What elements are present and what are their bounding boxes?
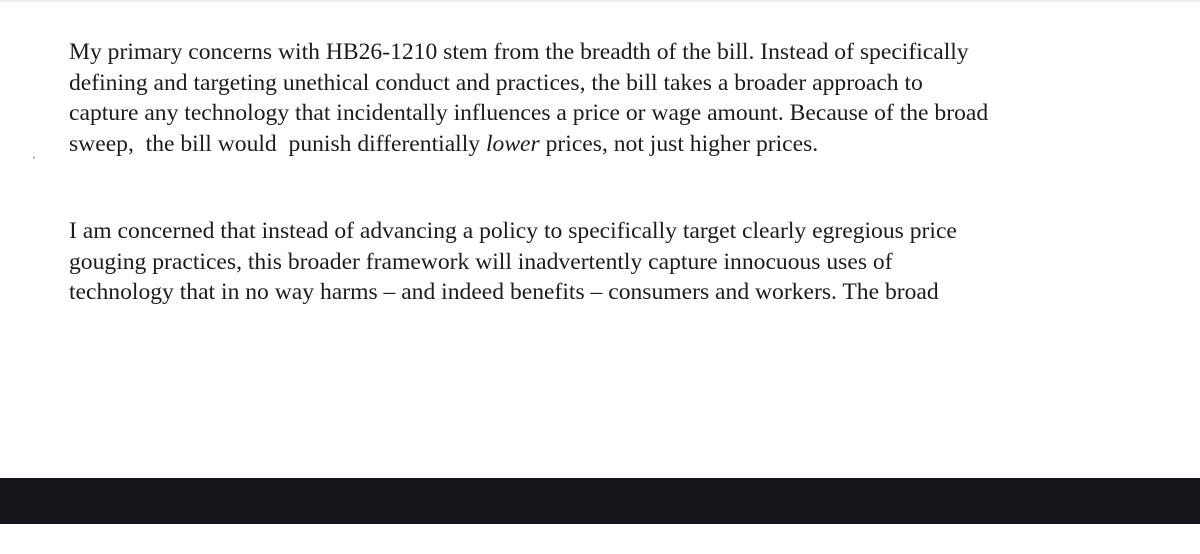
text-line: gouging practices, this broader framework will inadvertently capture innocuous uses of <box>69 248 893 275</box>
paragraph-concerns <box>69 37 1169 159</box>
paragraph-framework <box>69 216 1169 308</box>
text-segment: sweep, the bill would punish differentially <box>69 130 486 157</box>
text-line <box>69 129 1169 160</box>
top-divider <box>0 0 1200 2</box>
bottom-toolbar-bar <box>0 478 1200 524</box>
text-segment: prices, not just higher prices. <box>539 130 819 157</box>
emphasized-word: lower <box>485 130 540 157</box>
text-line: technology that in no way harms – and indeed benefits – consumers and workers. The broad <box>69 279 939 305</box>
text-line: defining and targeting unethical conduct and practices, the bill takes a broader approach to <box>69 69 923 96</box>
bottom-margin <box>0 524 1200 554</box>
text-line: I am concerned that instead of advancing a policy to specifically target clearly egregious price <box>69 218 957 244</box>
text-line: capture any technology that incidentally influences a price or wage amount. Because of the broad <box>69 100 989 126</box>
text-line: My primary concerns with HB26-1210 stem from the breadth of the bill. Instead of specifically <box>69 39 969 65</box>
scan-speck <box>33 156 35 159</box>
